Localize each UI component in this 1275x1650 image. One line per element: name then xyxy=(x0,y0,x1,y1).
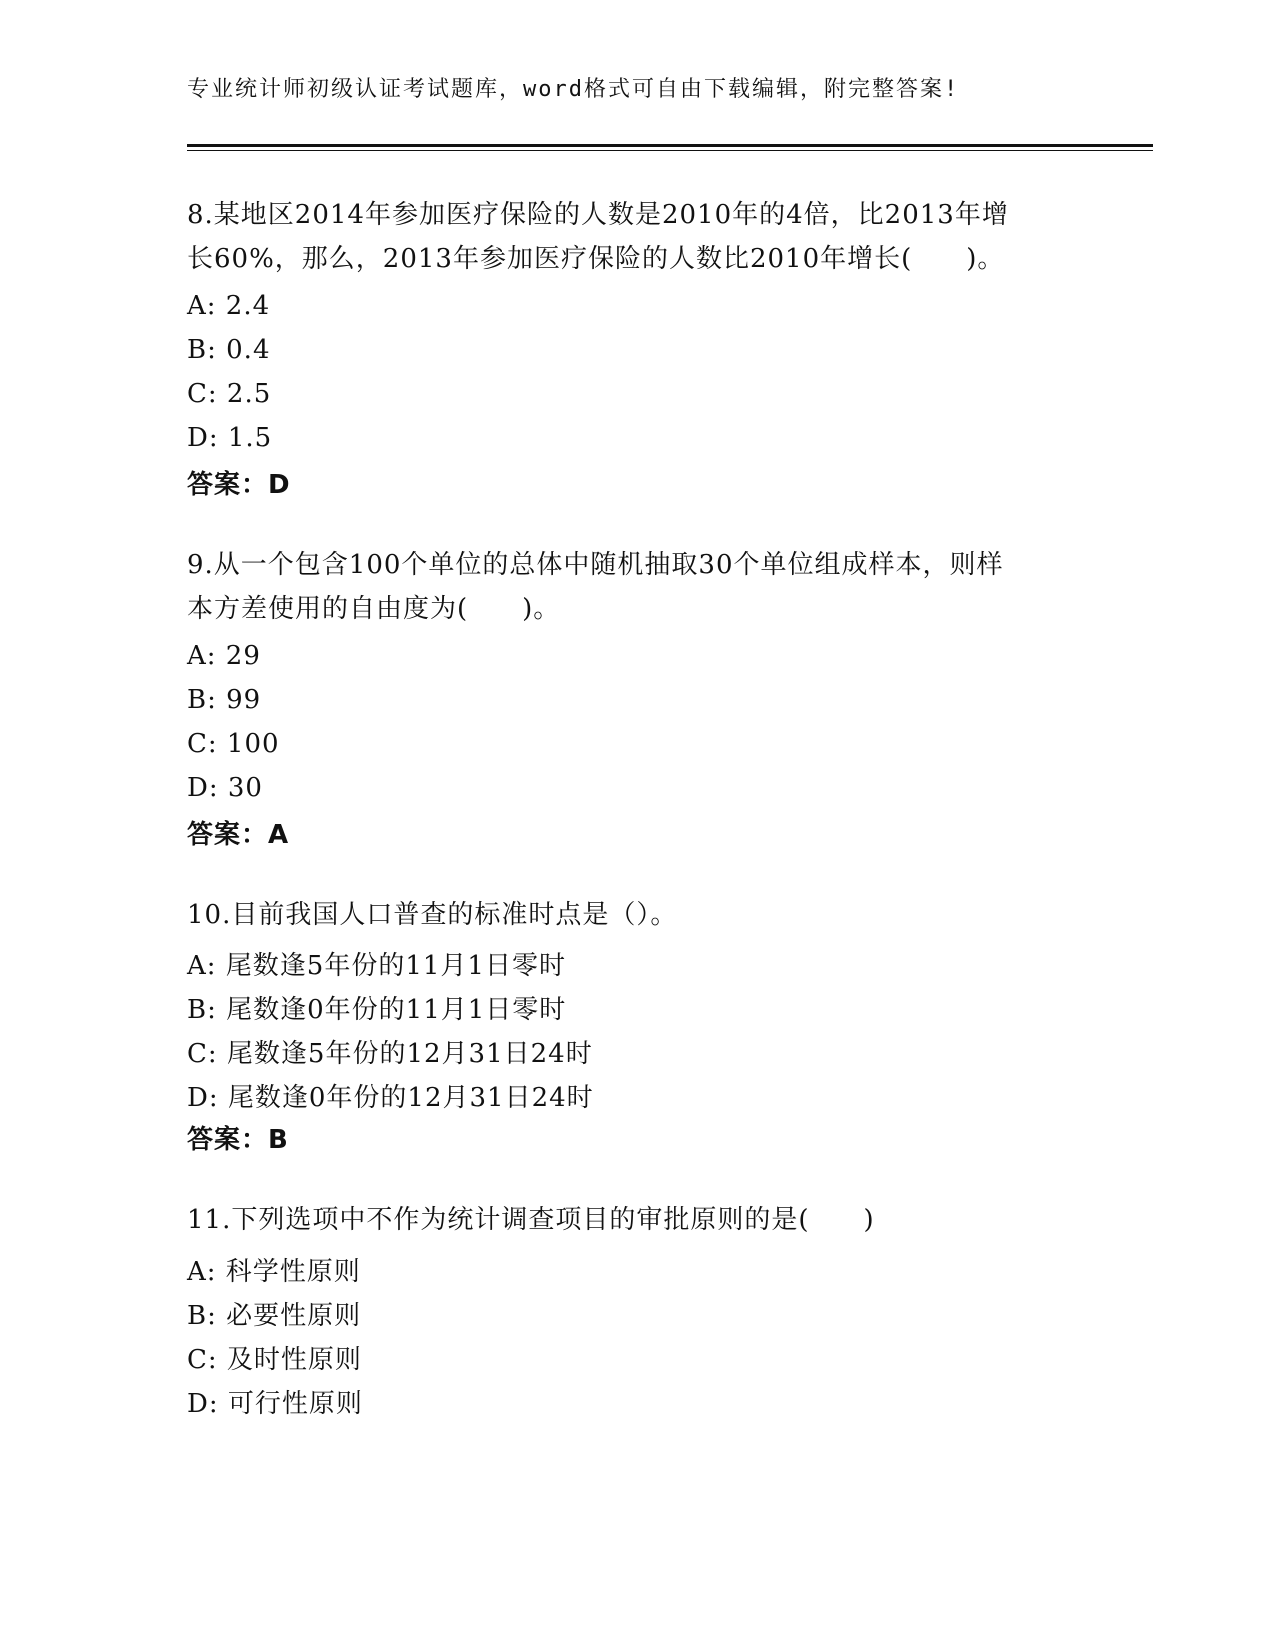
question-11-option-b: B: 必要性原则 xyxy=(187,1301,362,1331)
question-8-option-d: D: 1.5 xyxy=(187,423,273,453)
question-10-option-d: D: 尾数逢0年份的12月31日24时 xyxy=(187,1083,594,1113)
question-10-answer: 答案：B xyxy=(187,1125,289,1155)
page-header: 专业统计师初级认证考试题库，word格式可自由下载编辑，附完整答案! xyxy=(187,77,960,102)
question-10-option-c: C: 尾数逢5年份的12月31日24时 xyxy=(187,1039,593,1069)
header-divider-thin xyxy=(187,150,1153,151)
question-9-option-b: B: 99 xyxy=(187,685,262,715)
question-10-option-a: A: 尾数逢5年份的11月1日零时 xyxy=(187,951,566,981)
question-9-stem-line-2: 本方差使用的自由度为( )。 xyxy=(187,594,561,624)
question-8-stem-line-1: 8.某地区2014年参加医疗保险的人数是2010年的4倍，比2013年增 xyxy=(187,200,1009,230)
header-divider-thick xyxy=(187,144,1153,147)
question-10-stem: 10.目前我国人口普查的标准时点是（）。 xyxy=(187,900,678,930)
question-11-option-a: A: 科学性原则 xyxy=(187,1257,361,1287)
question-11-option-c: C: 及时性原则 xyxy=(187,1345,362,1375)
question-8-option-a: A: 2.4 xyxy=(187,291,271,321)
question-10-option-b: B: 尾数逢0年份的11月1日零时 xyxy=(187,995,567,1025)
question-11-option-d: D: 可行性原则 xyxy=(187,1389,363,1419)
question-9-option-d: D: 30 xyxy=(187,773,263,803)
question-8-answer: 答案：D xyxy=(187,470,291,500)
question-9-option-a: A: 29 xyxy=(187,641,261,671)
question-8-option-c: C: 2.5 xyxy=(187,379,272,409)
question-9-stem-line-1: 9.从一个包含100个单位的总体中随机抽取30个单位组成样本，则样 xyxy=(187,550,1004,580)
question-11-stem: 11.下列选项中不作为统计调查项目的审批原则的是( ) xyxy=(187,1205,875,1235)
question-9-option-c: C: 100 xyxy=(187,729,280,759)
question-8-option-b: B: 0.4 xyxy=(187,335,271,365)
question-9-answer: 答案：A xyxy=(187,820,290,850)
question-8-stem-line-2: 长60%，那么，2013年参加医疗保险的人数比2010年增长( )。 xyxy=(187,244,1005,274)
